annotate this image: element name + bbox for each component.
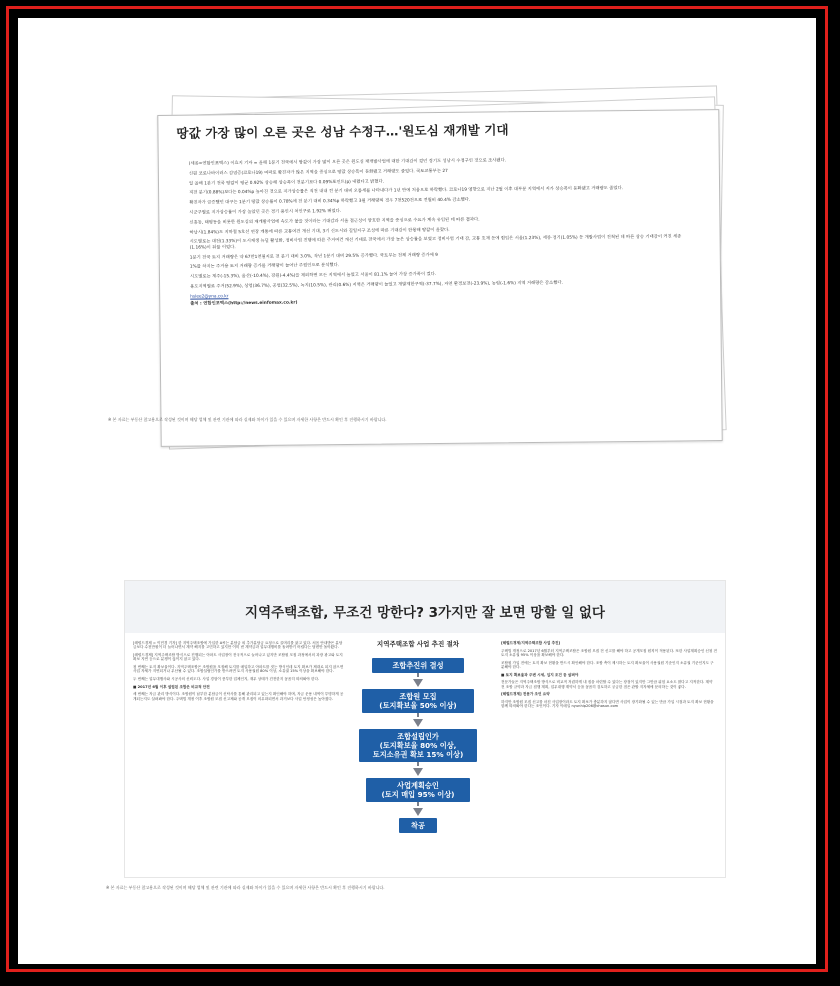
flowchart-title: 지역주택조합 사업 추진 절차 [376, 640, 460, 648]
down-arrow-icon [413, 719, 423, 727]
article-1-paragraph: 시군구별로 지가상승률이 가장 높았던 곳은 경기 용인시 처인구로 1.92% 뛰었다. [189, 209, 342, 216]
article-1-paragraph: 하남시(1.84%)도 지하철 5호선 연장 개통에 따른 교통여건 개선 기대, 3기 신도시와 길일지구 조성에 따른 기대감이 한몫해 땅값이 올랐다. [189, 227, 450, 236]
article-2-right-column [501, 641, 717, 712]
news-clipping-1 [149, 92, 739, 442]
article-2-subheading: ■ 토지 확보율과 주변 시세, 입지 조건 등 살펴야 [501, 672, 579, 677]
article-1-paragraph: 일 올해 1분기 전국 땅값이 평균 0.92% 상승해 상승폭이 전분기보다 0.09%포인트(p) 내렸다고 밝혔다. [188, 179, 385, 187]
article-1-paragraph: 시도별로는 대전(1.33%)이 도시재생 뉴딜 활성화, 정비사업 진행에 따른 주거여건 개선 기대로 전국에서 가장 높은 상승률을 보였고 정비사업 기대 감, 교통 호재 등에 힘입은 서울(1.23%), 세종·경기(1.05%) 등 개발사업이 진척된 데 따른 상승 기대감이 커진 세종(1.16%)이 뒤를 이었다. [189, 234, 682, 251]
article-1-paragraph: 용도지역별로 주거(52.9%), 상업(36.7%), 공업(32.5%), 녹지(10.5%), 관리(0.6%) 지역은 거래량이 늘었고 개발제한구역(-37.7%), 자연 환경보전(-23.9%), 농림(-1.6%) 지역 거래량은 감소했다. [190, 280, 563, 290]
article-1-headline: 땅값 가장 많이 오른 곳은 성남 수정구…'원도심 재개발 기대 [176, 122, 509, 141]
article-2-paragraph: 전문가들은 지역주택조합 방식으로 비교적 저렴하게 내 집을 마련할 수 있다는 장점이 있지만 그만큼 위험 요소도 많다고 지적한다. 계약 전 조합 규약과 자금 집행 계획, 업무대행 계약서 등을 꼼꼼히 검토하고 궁금한 점은 관할 지자체에 문의하는 것이 좋다. [501, 680, 713, 689]
article-1-paragraph: 시도별로는 제주(-15.3%), 울산(-10.4%), 강원(-4.4%)을 제외하면 모든 지역에서 늘었고 서울이 81.1% 늘어 가장 증가폭이 컸다. [189, 272, 437, 280]
article-1-footnote: ※ 본 자료는 부동산 참고용으로 작성된 것이며 해당 업체 및 관련 기관에 따라 실제와 차이가 있을 수 있으며 자세한 사항은 반드시 확인 후 진행하시기 바랍니다. [108, 417, 387, 422]
down-arrow-icon [413, 768, 423, 776]
article-1-source: 출처 : 연합인포맥스(http://news.einfomax.co.kr) [190, 300, 298, 307]
article-2-paragraph: 주택법 개정으로 2017년 6월부터 지역주택조합은 조합원 모집 전 신고를 해야 하고 공개모집 원칙이 적용된다. 또한 사업계획승인 신청 전 토지 소유권 95% 이상을 확보해야 한다. [501, 648, 717, 657]
page-canvas [24, 24, 816, 962]
step-construction-start: 착공 [399, 818, 437, 833]
article-1-paragraph: 1%를 차지는 주거용 토지 거래량 증가를 거래량이 늘어난 주원인으로 분석했다. [189, 263, 340, 270]
flow-arrow-stem [417, 713, 419, 717]
news-clipping-2 [124, 580, 726, 878]
article-1-body [189, 156, 696, 311]
process-flowchart [353, 639, 483, 833]
article-1-paragraph: 신원 코로나바이러스 감염증(코로나19) 여파로 확진자가 많은 지역을 중심으로 땅값 상승폭이 둔화됐고 거래량도 줄었다. 국토교통부는 27 [188, 168, 448, 177]
step-plan-approval: 사업계획승인 (토지 매입 95% 이상) [366, 778, 470, 802]
article-1-paragraph: 확진자가 급증했던 대구는 1분기 땅값 상승률이 0.78%에 전 분기 대비 0.34%p 하락했고 3월 거래량의 경우 7천520건으로 전월비 40.4% 감소했다. [189, 197, 471, 206]
article-1-sheet [157, 109, 722, 447]
article-2-paragraph: 하지만 조합원 모집 신고를 마친 사업장이라도 토지 확보가 충분하지 않다면 사업이 장기화될 수 있는 만큼 가입 시점과 토지 확보 현황을 함께 따져봐야 한다는 조언이다. 기자 이메일 nyunhip206@chosun.com [501, 700, 714, 709]
flow-arrow-stem [417, 762, 419, 766]
article-2-paragraph: [헤럴드경제 = 이민경 기자] 한 지역주택조합에 가입한 A씨는 분담금 외 추가분담금 요청으로 골머리를 앓고 있다. 처음 안내받은 분담금보다 수천만원이 더 늘어나면서 계약 해지를 고민하고 있지만 이미 낸 계약금과 업무대행비를 돌려받기 어렵다는 답변만 돌아왔다. [133, 641, 343, 650]
article-2-headline: 지역주택조합, 무조건 망한다? 3가지만 잘 보면 망할 일 없다 [245, 605, 605, 621]
article-2-paragraph: 두 번째는 업무대행사와 시공사의 신뢰도다. 사업 경험이 풍부한 업체인지, 재무 상태가 건전한지 꼼꼼히 따져봐야 한다. [133, 676, 320, 681]
step-member-recruit: 조합원 모집 (토지확보율 50% 이상) [362, 689, 474, 713]
article-2-right-caption: [헤럴드경제/지역주택조합 사업 추진] [501, 641, 561, 645]
article-2-subheading: [헤럴드경제] 전문가 조언 요약 [501, 692, 550, 697]
article-2-paragraph: 조합원 가입 전에는 토지 확보 현황을 반드시 확인해야 한다. 조합 측이 제시하는 토지 확보율이 사용권원 기준인지 소유권 기준인지도 구분해야 한다. [501, 660, 714, 669]
step-association-approval: 조합설립인가 (토지확보율 80% 이상, 토지소유권 확보 15% 이상) [359, 729, 477, 762]
article-2-paragraph: 세 번째는 자금 관리 방식이다. 조합원이 납부한 분담금이 신탁사를 통해 관리되고 있는지 확인해야 하며, 자금 운용 내역이 투명하게 공개되는지도 살펴봐야 한다. 주택법 개정 이후 조합원 모집 신고제와 공개 모집이 의무화되면서 과거보다 사업 안정성은 높아졌다. [133, 692, 344, 701]
down-arrow-icon [413, 679, 423, 687]
step-committee: 조합추진위 결성 [372, 658, 464, 673]
flow-arrow-stem [417, 673, 419, 677]
down-arrow-icon [413, 808, 423, 816]
article-1-paragraph: 직전 분기(0.88%)보다는 0.04%p 높아진 것으로 지가상승률은 직전 내내 전 분기 대비 오름세를 나타내다가 1년 만에 처음으로 하락했다. 코로나19 영향으로 지난 2월 이후 대부분 지역에서 지가 상승폭이 둔화됐고 거래량도 줄었다. [189, 186, 624, 197]
reporter-email[interactable]: hslee2@yna.co.kr [190, 293, 229, 300]
article-2-footnote: ※ 본 자료는 부동산 참고용으로 작성된 것이며 해당 업체 및 관련 기관에 따라 실제와 차이가 있을 수 있으며 자세한 사항은 반드시 확인 후 진행하시기 바랍니다. [106, 885, 385, 890]
article-2-subheading: ■ 2017년 6월 이후 설립된 조합은 비교적 안전 [133, 684, 210, 689]
article-1-paragraph: 1분기 전국 토지 거래량은 약 67만1천필지로 전 분기 대비 3.0%, 작년 1분기 대비 29.5% 증가했다. 국토부는 전체 거래량 증가에 9 [189, 252, 438, 261]
article-2-paragraph: 첫 번째는 토지 확보율이다. 지역주택조합은 조합원을 모집해 토지를 매입하고 아파트를 짓는 방식인데 토지 확보가 제대로 되지 않으면 사업 자체가 지연되거나 무산될 수 있다. 조합설립인가를 받으려면 토지 사용권원 80% 이상, 소유권 15% 이상을 확보해야 한다. [133, 664, 344, 674]
article-1-paragraph: 신흥동, 태평동을 비롯한 원도심의 재개발사업에 속도가 붙을 것이라는 기대감과 서울 접근성이 양호한 지역을 중심으로 수요가 계속 유입된 데 따른 결과다. [189, 217, 480, 226]
flow-arrow-stem [417, 802, 419, 806]
article-2-left-column [133, 641, 345, 704]
article-2-paragraph: [헤럴드경제] 지역주택조합 방식으로 진행되는 아파트 사업장이 전국적으로 늘어나고 있지만 조합원 모집 과정에서의 과장 광고와 토지 확보 지연 등으로 분쟁이 끊이지 않고 있다. [133, 652, 343, 662]
article-1-paragraph: (세종=연합인포맥스) 이효지 기자 = 올해 1분기 전국에서 땅값이 가장 많이 오른 곳은 원도심 재개발사업에 대한 기대감이 컸던 경기도 성남시 수정구인 것으로 조사됐다. [188, 158, 507, 167]
